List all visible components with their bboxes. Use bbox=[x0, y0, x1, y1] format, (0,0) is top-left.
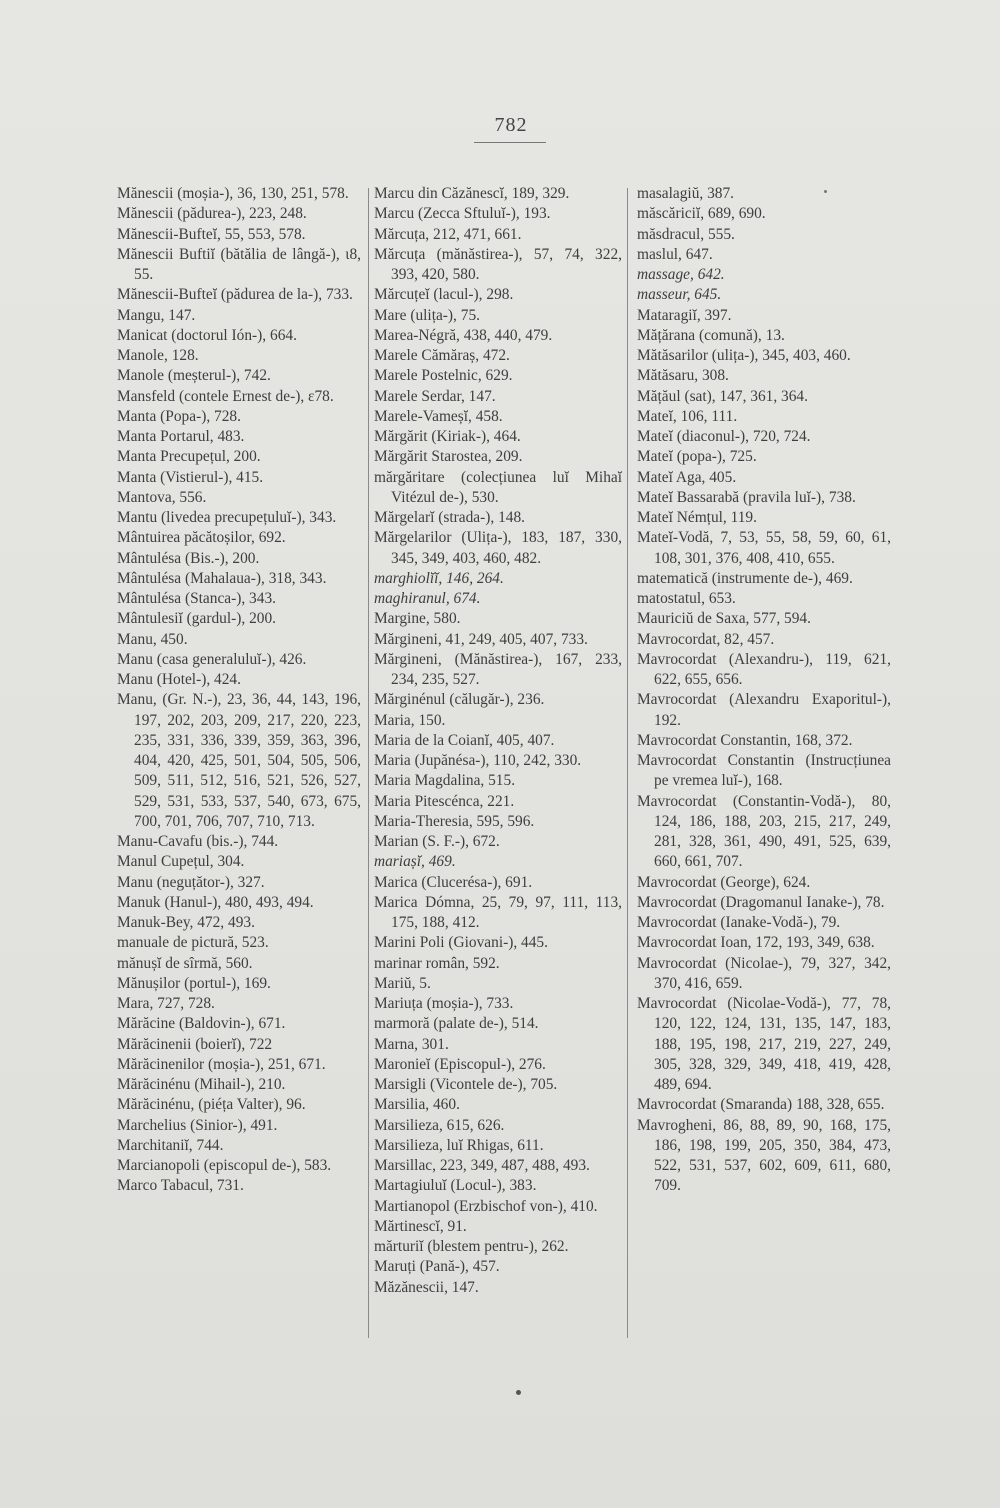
index-entry: Manu (neguțător-), 327. bbox=[117, 873, 265, 891]
index-entry: Mântulesiĭ (gardul-), 200. bbox=[117, 610, 277, 628]
index-entry: Mărgărit (Kiriak-), 464. bbox=[374, 428, 521, 445]
index-entry: Marele Postelnic, 629. bbox=[374, 367, 513, 385]
index-entry: Manu (Hotel-), 424. bbox=[117, 671, 241, 688]
index-column-1 bbox=[117, 184, 361, 1197]
index-entry: Martagiuluĭ (Locul-), 383. bbox=[374, 1177, 537, 1195]
page-number-rule bbox=[474, 142, 546, 143]
index-entry: Mănescii-Bufteĭ, 55, 553, 578. bbox=[117, 225, 306, 243]
index-entry: Mărginénul (călugăr-), 236. bbox=[374, 691, 545, 709]
index-entry: Marsilia, 460. bbox=[374, 1096, 460, 1114]
index-entry: Mărgineni, (Mănăstirea-), 167, 233, 234, 235, 527. bbox=[374, 650, 622, 688]
index-entry: Martianopol (Erzbischof von-), 410. bbox=[374, 1197, 598, 1215]
index-entry: Manta Portarul, 483. bbox=[117, 428, 245, 445]
index-entry: Mântulésa (Mahalaua-), 318, 343. bbox=[117, 569, 327, 587]
index-entry: Mărtinescĭ, 91. bbox=[374, 1217, 467, 1235]
index-entry: Mărcuța, 212, 471, 661. bbox=[374, 225, 522, 243]
index-entry: Maronieĭ (Episcopul-), 276. bbox=[374, 1055, 546, 1073]
index-entry: Maria Pitescénca, 221. bbox=[374, 792, 515, 810]
index-entry: Marele Cămăraș, 472. bbox=[374, 347, 510, 364]
index-entry: Mântulésa (Stanca-), 343. bbox=[117, 590, 276, 607]
index-entry: mariașĭ, 469. bbox=[374, 853, 456, 871]
page-number: 782 bbox=[494, 114, 528, 136]
column-divider-2 bbox=[627, 188, 628, 1338]
index-entry: Manuk-Bey, 472, 493. bbox=[117, 914, 255, 931]
index-entry: Marsilieza, 615, 626. bbox=[374, 1116, 505, 1134]
index-entry: marghiolĭĭ, 146, 264. bbox=[374, 569, 504, 587]
index-entry: Marcu (Zecca Sftuluĭ-), 193. bbox=[374, 205, 551, 223]
index-entry: Manu, (Gr. N.-), 23, 36, 44, 143, 196, 197, 202, 203, 209, 217, 220, 223, 235, 331, 336, 339, 359, 363, 396, 404, 420, 425, 501, 504, 505, 506, 509, 511, 512, 516, 521, 526, 527, 529, 531, 533, 537, 540, 673, 675, 700, 701, 706, 707, 710, 713. bbox=[117, 691, 361, 830]
index-entry: Mateĭ (popa-), 725. bbox=[637, 448, 757, 466]
index-entry: Mataragiĭ, 397. bbox=[637, 306, 732, 324]
index-entry: Mărăcinenii (boierĭ), 722 bbox=[117, 1035, 273, 1053]
index-entry: Mavrocordat (Alexandru-), 119, 621, 622, 655, 656. bbox=[637, 650, 891, 688]
index-entry: Mănescii Buftiĭ (bătălia de lângă-), ɩ8, 55. bbox=[117, 245, 361, 283]
index-entry: mărturiĭ (blestem pentru-), 262. bbox=[374, 1238, 569, 1255]
index-entry: matematică (instrumente de-), 469. bbox=[637, 569, 853, 587]
index-entry: Margine, 580. bbox=[374, 610, 461, 628]
index-entry: marinar român, 592. bbox=[374, 954, 500, 972]
index-entry: Mărcuțeĭ (lacul-), 298. bbox=[374, 286, 514, 304]
page-speck bbox=[516, 1390, 521, 1395]
index-entry: Maria de la Coianĭ, 405, 407. bbox=[374, 731, 555, 749]
index-entry: Mateĭ, 106, 111. bbox=[637, 407, 738, 425]
index-entry: Marsigli (Vicontele de-), 705. bbox=[374, 1076, 558, 1093]
index-entry: Manicat (doctorul Ión-), 664. bbox=[117, 326, 297, 344]
index-entry: Marica Dómna, 25, 79, 97, 111, 113, 175, 188, 412. bbox=[374, 893, 622, 931]
index-entry: Maruți (Pană-), 457. bbox=[374, 1258, 500, 1276]
index-entry: Marele-Vameșĭ, 458. bbox=[374, 407, 503, 425]
index-entry: Marcu din Căzănescĭ, 189, 329. bbox=[374, 185, 570, 202]
index-entry: Mare (ulița-), 75. bbox=[374, 306, 480, 324]
index-column-3 bbox=[637, 184, 891, 1197]
index-entry: Manuk (Hanul-), 480, 493, 494. bbox=[117, 893, 314, 911]
index-entry: Marica (Clucerésa-), 691. bbox=[374, 873, 533, 891]
index-entry: Manu, 450. bbox=[117, 630, 188, 648]
index-entry: Mătăsaru, 308. bbox=[637, 367, 729, 385]
index-entry: Mateĭ (diaconul-), 720, 724. bbox=[637, 428, 811, 445]
index-entry: Manta (Popa-), 728. bbox=[117, 407, 241, 425]
index-entry: Mântuirea păcătoșilor, 692. bbox=[117, 529, 286, 547]
index-entry: Mărăcinénu (Mihail-), 210. bbox=[117, 1076, 286, 1093]
index-entry: Mansfeld (contele Ernest de-), ɛ78. bbox=[117, 387, 334, 405]
index-entry: Mavrocordat (Dragomanul Ianake-), 78. bbox=[637, 893, 885, 911]
index-entry: Mavrocordat (Constantin-Vodă-), 80, 124, 186, 188, 203, 215, 217, 249, 281, 328, 361, 490, 491, 525, 639, 660, 661, 707. bbox=[637, 792, 891, 871]
index-entry: massage, 642. bbox=[637, 266, 725, 283]
index-entry: Mavrocordat (Nicolae-), 79, 327, 342, 370, 416, 659. bbox=[637, 954, 891, 992]
index-entry: Mantova, 556. bbox=[117, 488, 207, 506]
index-entry: Marele Serdar, 147. bbox=[374, 387, 496, 405]
index-entry: maslul, 647. bbox=[637, 245, 713, 263]
index-entry: mărgăritare (colecțiunea luĭ Mihaĭ Vitézul de-), 530. bbox=[374, 468, 622, 506]
index-entry: Mățărana (comună), 13. bbox=[637, 326, 785, 344]
index-entry: Mavrocordat (George), 624. bbox=[637, 873, 811, 891]
index-entry: Mavrogheni, 86, 88, 89, 90, 168, 175, 186, 198, 199, 205, 350, 384, 473, 522, 531, 537, 602, 609, 611, 680, 709. bbox=[637, 1116, 891, 1195]
index-entry: Manole (meșterul-), 742. bbox=[117, 367, 271, 385]
index-entry: Mănușilor (portul-), 169. bbox=[117, 974, 271, 992]
index-entry: Manu-Cavafu (bis.-), 744. bbox=[117, 833, 279, 850]
page-speck bbox=[824, 190, 827, 193]
index-entry: matostatul, 653. bbox=[637, 590, 736, 607]
index-column-2 bbox=[374, 184, 622, 1298]
index-entry: Mariuța (moșia-), 733. bbox=[374, 995, 514, 1012]
index-entry: Mărgineni, 41, 249, 405, 407, 733. bbox=[374, 630, 588, 648]
index-entry: Marcianopoli (episcopul de-), 583. bbox=[117, 1157, 332, 1174]
index-entry: Mănescii (moșia-), 36, 130, 251, 578. bbox=[117, 185, 349, 202]
index-entry: Mateĭ Bassarabă (pravila luĭ-), 738. bbox=[637, 488, 856, 506]
index-entry: marmoră (palate de-), 514. bbox=[374, 1015, 539, 1033]
index-entry: Manu (casa generaluluĭ-), 426. bbox=[117, 650, 307, 668]
index-entry: Mărăcinénu, (piéța Valter), 96. bbox=[117, 1096, 306, 1114]
index-entry: Mărgărit Starostea, 209. bbox=[374, 448, 523, 466]
index-entry: Marco Tabacul, 731. bbox=[117, 1177, 244, 1195]
index-entry: Marsillac, 223, 349, 487, 488, 493. bbox=[374, 1157, 590, 1174]
index-entry: Maria (Jupănésa-), 110, 242, 330. bbox=[374, 752, 582, 769]
index-entry: Mărăcine (Baldovin-), 671. bbox=[117, 1015, 286, 1033]
index-entry: Mavrocordat, 82, 457. bbox=[637, 630, 775, 648]
index-entry: Mara, 727, 728. bbox=[117, 995, 215, 1012]
index-entry: Mavrocordat (Alexandru Exaporitul-), 192. bbox=[637, 691, 891, 729]
index-entry: Mavrocordat Constantin (Instrucțiunea pe vremea luĭ-), 168. bbox=[637, 752, 891, 790]
index-entry: măscăriciĭ, 689, 690. bbox=[637, 205, 766, 223]
index-entry: Mărgelarĭ (strada-), 148. bbox=[374, 509, 525, 526]
index-entry: Maria, 150. bbox=[374, 711, 446, 729]
index-entry: masalagiŭ, 387. bbox=[637, 185, 735, 202]
index-entry: Mateĭ-Vodă, 7, 53, 55, 58, 59, 60, 61, 108, 301, 376, 408, 410, 655. bbox=[637, 529, 891, 567]
index-entry: Mărcuța (mănăstirea-), 57, 74, 322, 393, 420, 580. bbox=[374, 245, 622, 283]
index-entry: Mântulésa (Bis.-), 200. bbox=[117, 549, 260, 567]
index-entry: Mănescii-Bufteĭ (pădurea de la-), 733. bbox=[117, 286, 353, 304]
index-entry: Mănescii (pădurea-), 223, 248. bbox=[117, 205, 307, 223]
index-entry: Mavrocordat Constantin, 168, 372. bbox=[637, 731, 853, 749]
index-entry: Marchitaniĭ, 744. bbox=[117, 1136, 224, 1154]
index-entry: Mavrocordat (Nicolae-Vodă-), 77, 78, 120, 122, 124, 131, 135, 147, 183, 188, 195, 198, 217, 219, 227, 249, 305, 328, 329, 349, 418, 419, 428, 489, 694. bbox=[637, 995, 891, 1093]
index-entry: Mavrocordat Ioan, 172, 193, 349, 638. bbox=[637, 934, 875, 952]
index-entry: Mauriciŭ de Saxa, 577, 594. bbox=[637, 610, 811, 628]
index-entry: Marini Poli (Giovani-), 445. bbox=[374, 934, 548, 952]
index-entry: Marsilieza, luĭ Rhigas, 611. bbox=[374, 1136, 544, 1154]
index-entry: măsdracul, 555. bbox=[637, 225, 735, 243]
index-entry: Mangu, 147. bbox=[117, 306, 196, 324]
index-entry: Mateĭ Némțul, 119. bbox=[637, 509, 757, 526]
index-entry: Măzănescii, 147. bbox=[374, 1278, 479, 1296]
index-entry: Marchelius (Sinior-), 491. bbox=[117, 1116, 278, 1134]
index-entry: Manul Cupețul, 304. bbox=[117, 853, 245, 871]
index-entry: Maria-Theresia, 595, 596. bbox=[374, 812, 535, 830]
index-entry: Marea-Négră, 438, 440, 479. bbox=[374, 326, 553, 344]
index-entry: Marna, 301. bbox=[374, 1035, 449, 1053]
index-entry: Mătăsarilor (ulița-), 345, 403, 460. bbox=[637, 347, 851, 364]
column-divider-1 bbox=[368, 188, 369, 1338]
index-entry: manuale de pictură, 523. bbox=[117, 934, 269, 952]
index-entry: maghiranul, 674. bbox=[374, 590, 481, 607]
index-entry: Mantu (livedea precupețuluĭ-), 343. bbox=[117, 509, 337, 526]
index-entry: Mariŭ, 5. bbox=[374, 974, 431, 992]
index-entry: Mățăul (sat), 147, 361, 364. bbox=[637, 387, 808, 405]
index-entry: Mărgelarilor (Ulița-), 183, 187, 330, 345, 349, 403, 460, 482. bbox=[374, 529, 622, 567]
index-entry: masseur, 645. bbox=[637, 286, 722, 304]
index-entry: Mavrocordat (Smaranda) 188, 328, 655. bbox=[637, 1096, 885, 1114]
index-entry: mănușĭ de sîrmă, 560. bbox=[117, 954, 253, 972]
index-entry: Manta (Vistierul-), 415. bbox=[117, 468, 264, 486]
index-entry: Mărăcinenilor (moșia-), 251, 671. bbox=[117, 1055, 326, 1073]
index-entry: Manta Precupețul, 200. bbox=[117, 448, 261, 466]
index-entry: Mavrocordat (Ianake-Vodă-), 79. bbox=[637, 914, 841, 931]
index-entry: Mateĭ Aga, 405. bbox=[637, 468, 737, 486]
index-entry: Manole, 128. bbox=[117, 347, 199, 364]
index-entry: Marian (S. F.-), 672. bbox=[374, 833, 500, 850]
index-entry: Maria Magdalina, 515. bbox=[374, 772, 516, 790]
